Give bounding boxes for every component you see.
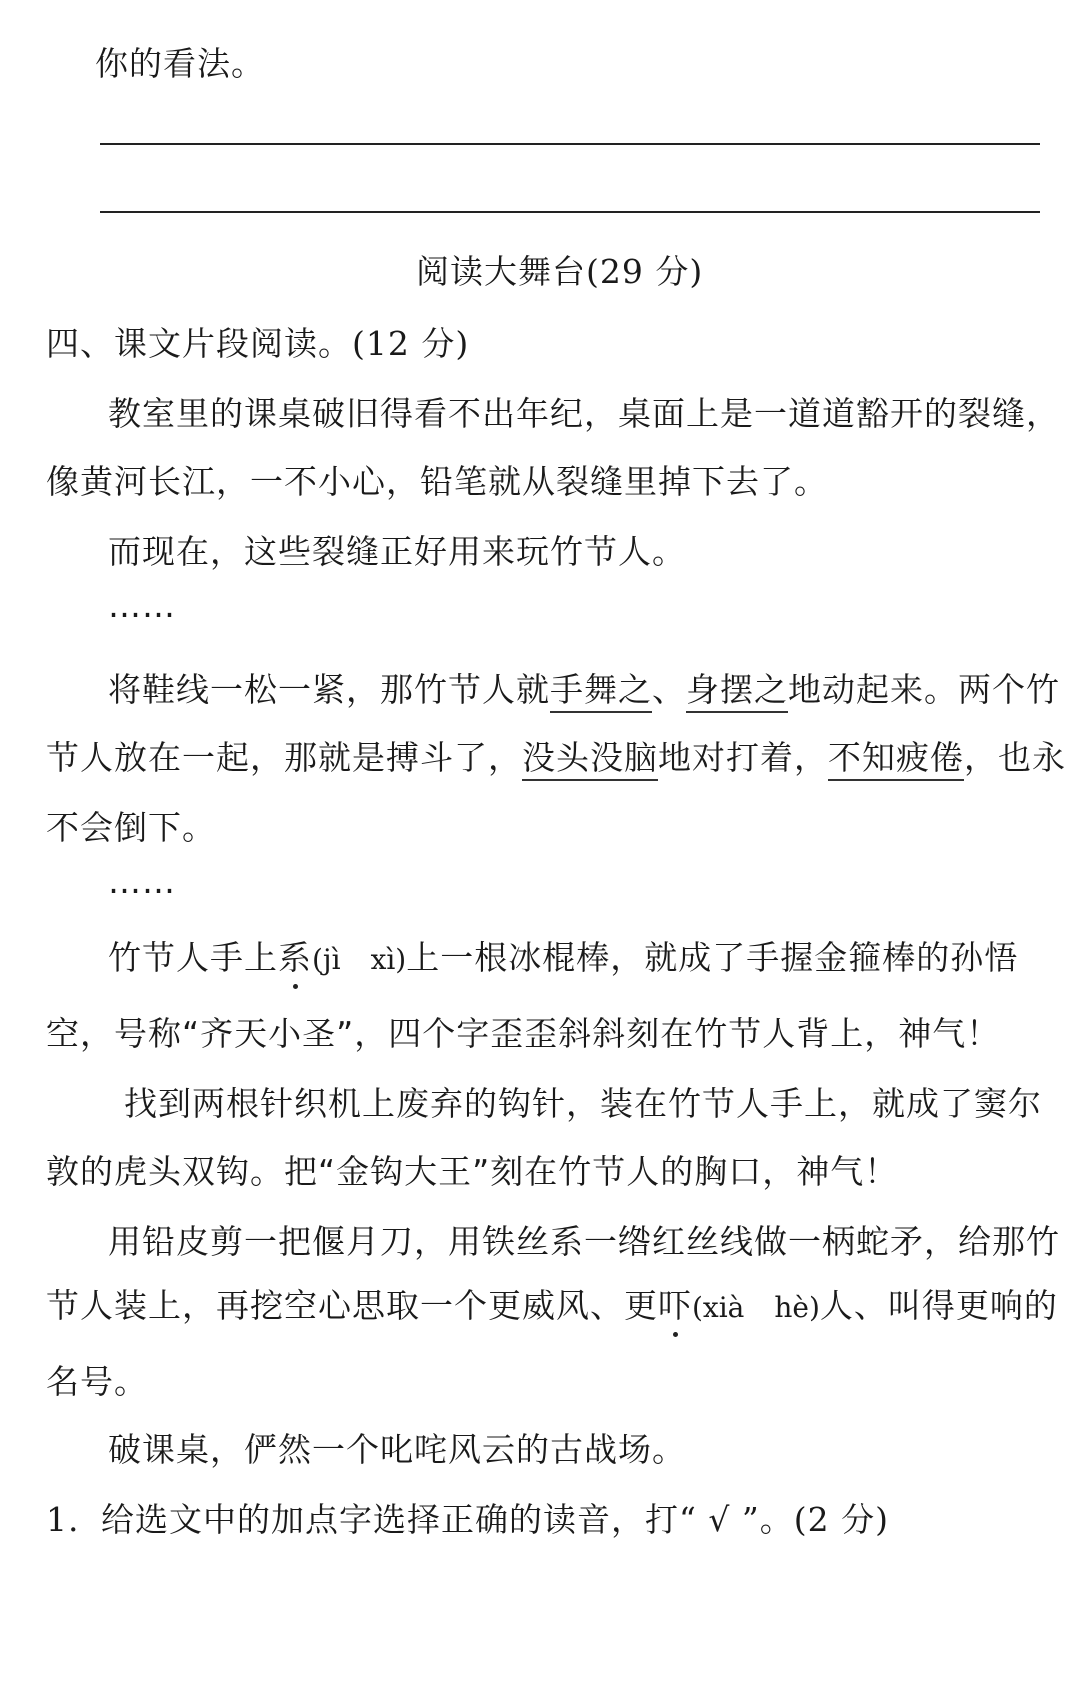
- passage-p1-line1: 教室里的课桌破旧得看不出年纪，桌面上是一道道豁开的裂缝，: [108, 394, 1060, 433]
- section-header: 阅读大舞台(29 分): [416, 252, 704, 291]
- text: 人、叫得更响的: [819, 1286, 1058, 1325]
- passage-p2: 而现在，这些裂缝正好用来玩竹节人。: [108, 532, 686, 571]
- prev-question-tail: 你的看法。: [95, 44, 265, 83]
- passage-p3-line2: [46, 732, 1066, 779]
- pinyin-option-he: hè): [774, 1291, 820, 1324]
- pinyin-option-xia: (xià: [692, 1291, 745, 1324]
- answer-line-1[interactable]: [100, 143, 1040, 145]
- underlined-word-buzhipijuan: 不知疲倦: [828, 738, 964, 781]
- passage-p6-line3: 名号。: [46, 1362, 148, 1401]
- text: 地动起来。两个竹: [788, 670, 1060, 709]
- text: 地对打着，: [658, 738, 828, 777]
- passage-p5-line2: 敦的虎头双钩。把“金钩大王”刻在竹节人的胸口，神气！: [46, 1152, 899, 1191]
- passage-p6-line2: [46, 1280, 1058, 1327]
- underlined-word-moutoumonao: 没头没脑: [522, 738, 658, 781]
- text: ，也永: [964, 738, 1066, 777]
- text: 、: [652, 670, 686, 709]
- passage-p3-line1: [108, 664, 1060, 711]
- passage-p7: 破课桌，俨然一个叱咤风云的古战场。: [108, 1430, 686, 1469]
- text: 将鞋线一松一紧，那竹节人就: [108, 670, 550, 709]
- passage-p5-line1: 找到两根针织机上废弃的钩针，装在竹节人手上，就成了窦尔: [124, 1084, 1042, 1123]
- dotted-char-xia: 吓: [658, 1280, 692, 1327]
- underlined-word-shenbaizhi: 身摆之: [686, 670, 788, 713]
- passage-p3-line3: 不会倒下。: [46, 808, 216, 847]
- passage-p1-line2: 像黄河长江，一不小心，铅笔就从裂缝里掉下去了。: [46, 462, 828, 501]
- text: 上一根冰棍棒，就成了手握金箍棒的孙悟: [406, 938, 1019, 977]
- passage-p4-line1: [108, 932, 1018, 979]
- text: 节人放在一起，那就是搏斗了，: [46, 738, 522, 777]
- pinyin-option-xi: xì): [370, 943, 407, 976]
- question-1: [46, 1494, 889, 1541]
- passage-ellipsis-2: ……: [108, 862, 176, 901]
- passage-p6-line1: 用铅皮剪一把偃月刀，用铁丝系一绺红丝线做一柄蛇矛，给那竹: [108, 1222, 1060, 1261]
- passage-ellipsis-1: ……: [108, 586, 176, 625]
- passage-p4-line2: 空，号称“齐天小圣”，四个字歪歪斜斜刻在竹节人背上，神气！: [46, 1014, 1001, 1053]
- part4-title: 四、课文片段阅读。(12 分): [46, 324, 470, 363]
- answer-line-2[interactable]: [100, 211, 1040, 213]
- pinyin-option-ji: (jì: [312, 943, 341, 976]
- question-text: 给选文中的加点字选择正确的读音，打“ √ ”。(2 分): [101, 1500, 889, 1539]
- dotted-char-xi: 系: [278, 932, 312, 979]
- text: 竹节人手上: [108, 938, 278, 977]
- text: 节人装上，再挖空心思取一个更威风、更: [46, 1286, 658, 1325]
- question-number: 1.: [46, 1500, 80, 1539]
- underlined-word-shouwuzhi: 手舞之: [550, 670, 652, 713]
